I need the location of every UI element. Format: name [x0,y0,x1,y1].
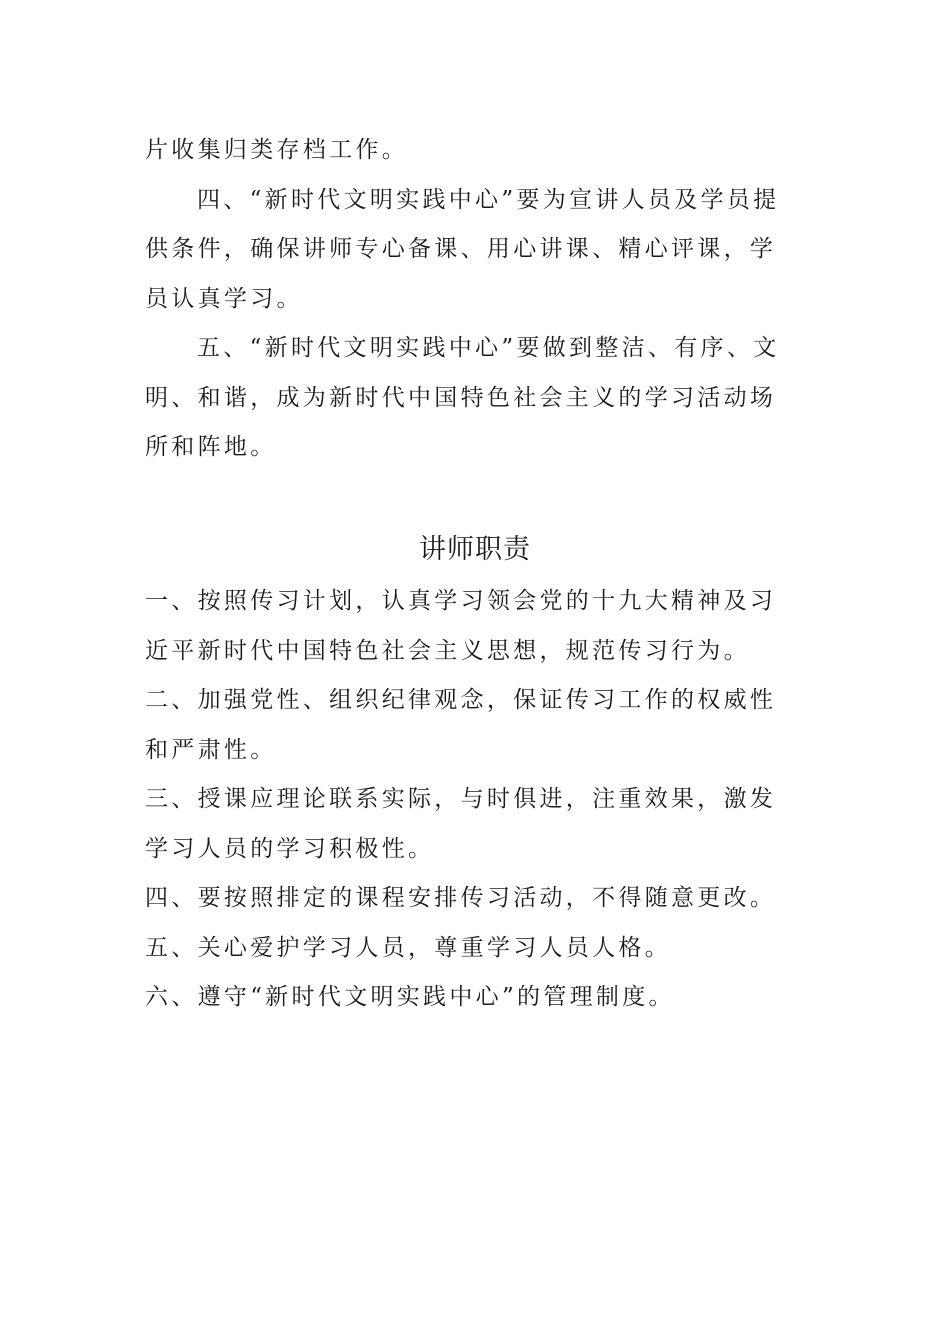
regulations-continuation [145,126,800,473]
duty-item: 四、要按照排定的课程安排传习活动，不得随意更改。 [145,885,777,911]
paragraph-item-five: 五、“新时代文明实践中心”要做到整洁、有序、文明、和谐，成为新时代中国特色社会主义的学习活动场所和阵地。 [145,335,780,460]
duty-item: 六、遵守“新时代文明实践中心”的管理制度。 [145,984,675,1010]
duty-item: 二、加强党性、组织纪律观念，保证传习工作的权威性和严肃性。 [145,687,777,763]
duty-item: 五、关心爱护学习人员，尊重学习人员人格。 [145,934,671,961]
section-title: 讲师职责 [419,534,531,565]
duty-item: 三、授课应理论联系实际，与时俱进，注重效果，激发学习人员的学习积极性。 [145,786,777,862]
paragraph-continuation: 片收集归类存档工作。 [145,137,408,163]
paragraph-item-four: 四、“新时代文明实践中心”要为宣讲人员及学员提供条件，确保讲师专心备课、用心讲课、精心评课，学员认真学习。 [145,186,780,312]
lecturer-duties-list [145,577,800,1023]
duty-item: 一、按照传习计划，认真学习领会党的十九大精神及习近平新时代中国特色社会主义思想，规范传习行为。 [145,588,777,664]
